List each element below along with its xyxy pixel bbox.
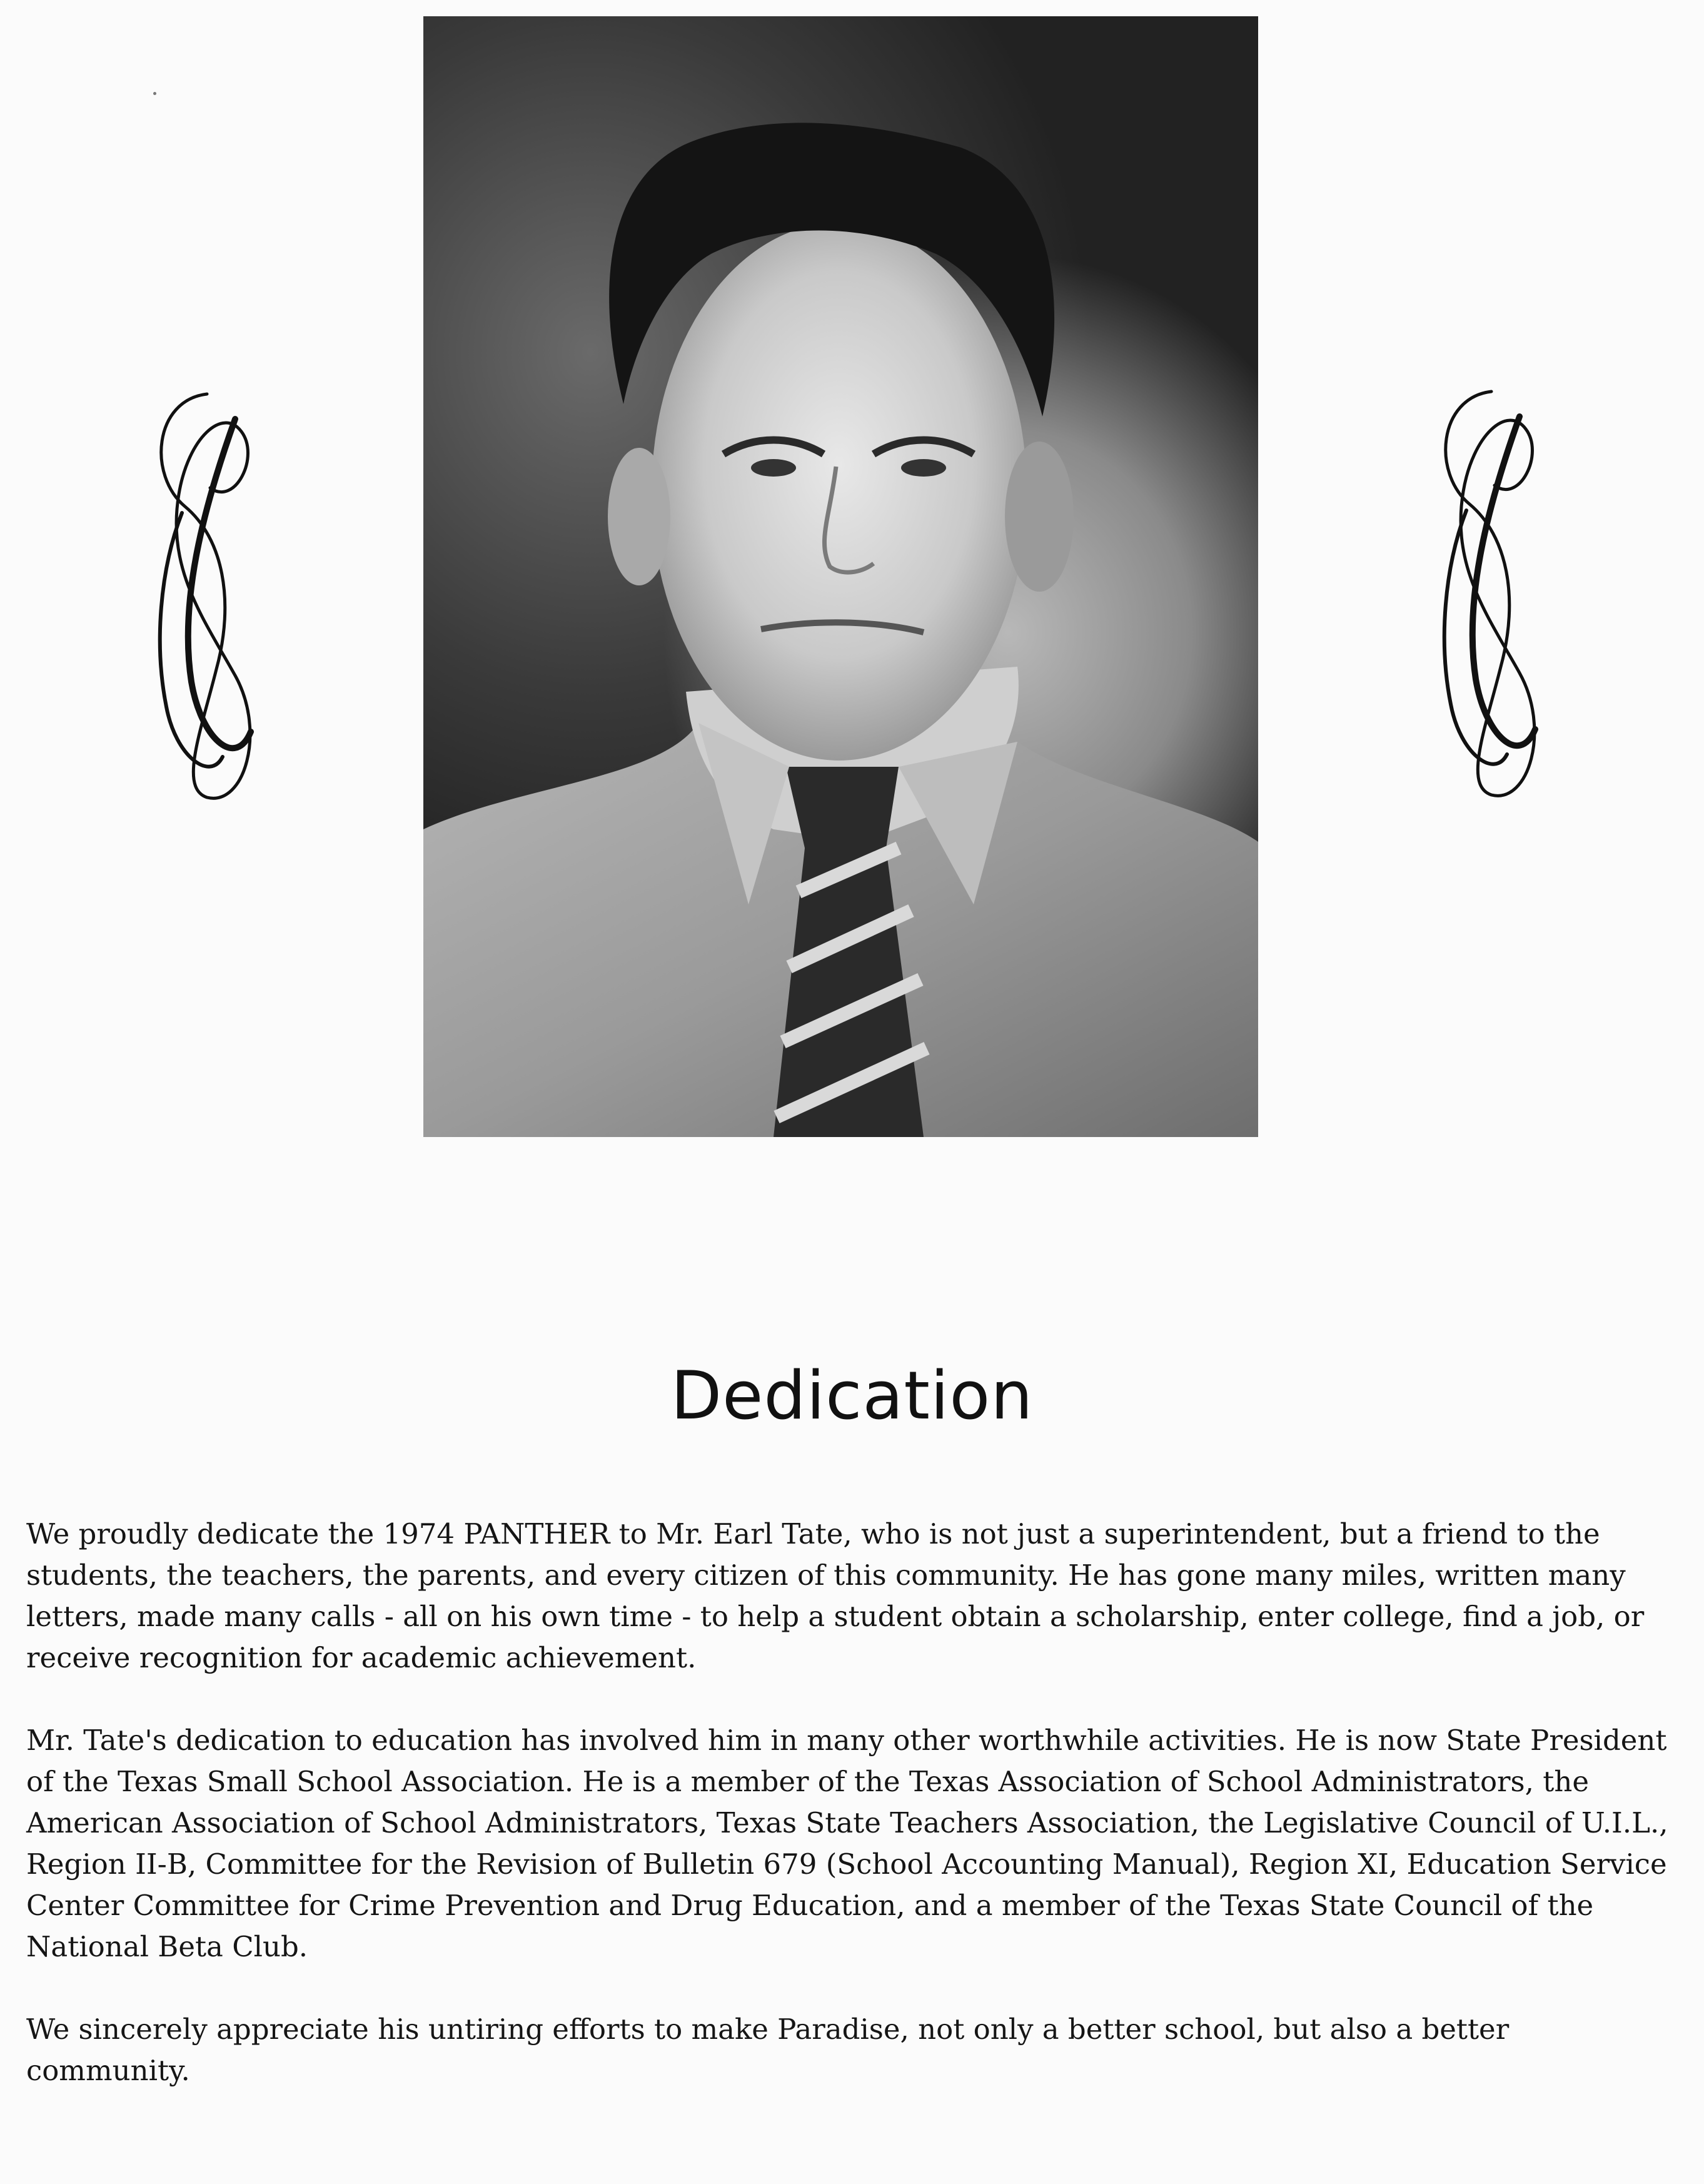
paragraph-1: We proudly dedicate the 1974 PANTHER to Mr. Earl Tate, who is not just a superintendent, but a friend to the students, the teachers, the parents, and every citizen of this community. He has gone many miles, written many letters, made many calls - all on his own time - to help a student obtain a scholarship, enter college, find a job, or receive recognition for academic achievement. [26, 1517, 1645, 1674]
left-flourish-icon [141, 382, 273, 807]
portrait-photo [423, 16, 1258, 1137]
dedication-text [26, 1514, 1677, 2133]
paragraph-2: Mr. Tate's dedication to education has involved him in many other worthwhile activities. He is now State President of the Texas Small School Association. He is a member of the Texas Association of School Administrators, the American Association of School Administrators, Texas State Teachers Association, the Legislative Council of U.I.L., Region II-B, Committee for the Revision of Bulletin 679 (School Accounting Manual), Region XI, Education Service Center Committee for Crime Prevention and Drug Education, and a member of the Texas State Council of the National Beta Club. [26, 1724, 1668, 1963]
speck [153, 92, 156, 95]
paragraph-3: We sincerely appreciate his untiring efforts to make Paradise, not only a better school, but also a better community. [26, 2013, 1510, 2087]
page-title: Dedication [670, 1357, 1034, 1434]
right-flourish-icon [1426, 379, 1557, 804]
portrait-image [423, 16, 1258, 1137]
